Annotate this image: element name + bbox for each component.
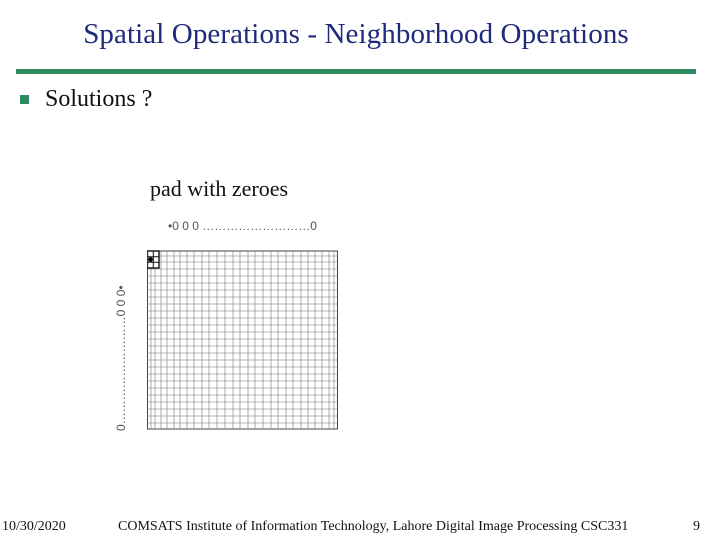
footer-course: COMSATS Institute of Information Technology, Lahore Digital Image Processing CSC331 <box>118 519 629 534</box>
title-divider <box>16 69 696 74</box>
figure-caption: pad with zeroes <box>150 176 289 201</box>
bullet-text: Solutions ? <box>45 86 153 112</box>
square-bullet-icon <box>20 95 29 104</box>
side-zero-padding-label: 0………………………0 0 0• <box>114 285 128 431</box>
footer-date: 10/30/2020 <box>2 519 66 534</box>
top-zero-padding-label: •0 0 0 ………………………0 <box>168 219 317 233</box>
slide-title: Spatial Operations - Neighborhood Operations <box>83 18 629 50</box>
bullet-item <box>20 86 152 113</box>
grid-lines <box>147 251 338 429</box>
padded-image-figure <box>114 218 350 434</box>
pixel-grid <box>147 240 339 430</box>
page-number: 9 <box>693 519 700 534</box>
kernel-3x3-icon <box>147 251 159 268</box>
